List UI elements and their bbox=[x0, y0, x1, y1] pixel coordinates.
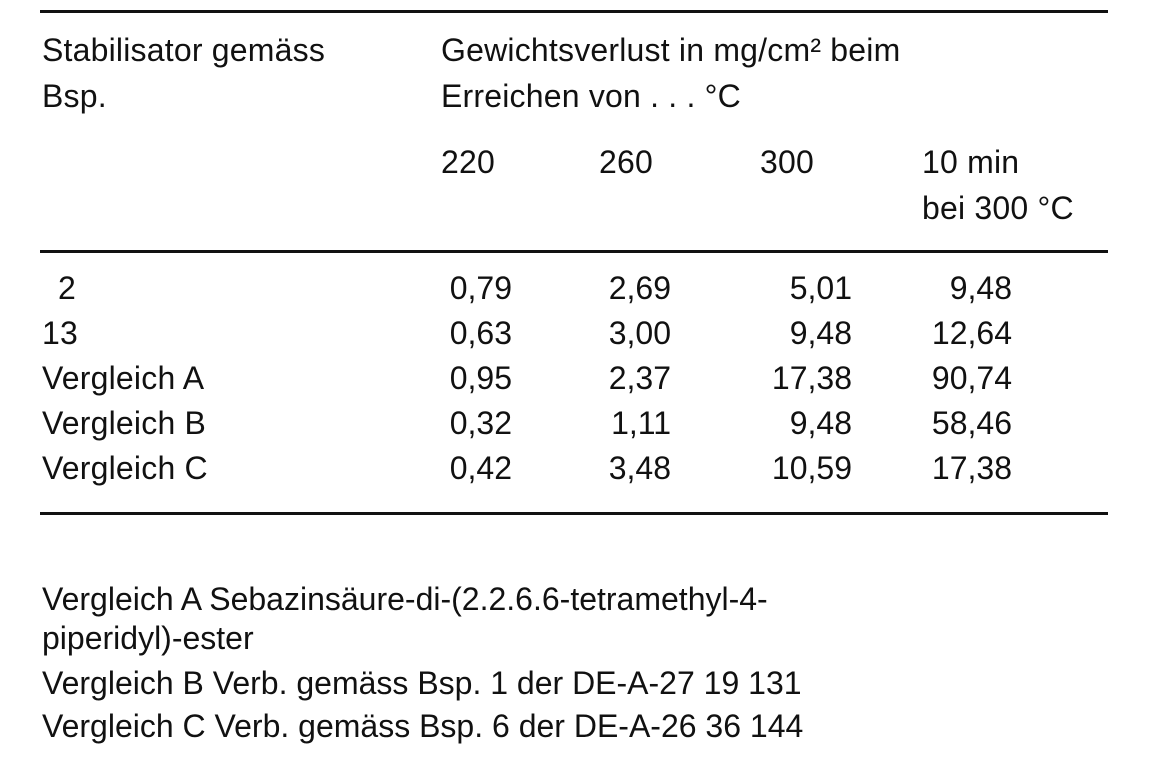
cell-10min: 90,74 bbox=[931, 360, 1012, 396]
row-label: 13 bbox=[42, 315, 78, 351]
row-label: Vergleich A bbox=[42, 360, 205, 396]
cell-260: 1,11 bbox=[611, 405, 671, 441]
row-label: Vergleich C bbox=[42, 450, 208, 486]
table-row bbox=[0, 401, 1157, 446]
header-bsp: Bsp. bbox=[42, 78, 107, 114]
header-10min: 10 min bbox=[922, 144, 1020, 180]
cell-260: 3,48 bbox=[608, 450, 671, 486]
cell-10min: 12,64 bbox=[931, 315, 1012, 351]
cell-10min: 17,38 bbox=[931, 450, 1012, 486]
cell-220: 0,95 bbox=[449, 360, 512, 396]
footnote-vergleich-b: Vergleich B Verb. gemäss Bsp. 1 der DE-A-27 19 131 bbox=[42, 665, 802, 701]
cell-300: 10,59 bbox=[771, 450, 852, 486]
cell-220: 0,32 bbox=[449, 405, 512, 441]
cell-220: 0,42 bbox=[449, 450, 512, 486]
cell-300: 17,38 bbox=[771, 360, 852, 396]
cell-260: 3,00 bbox=[608, 315, 671, 351]
header-stabilisator: Stabilisator gemäss bbox=[42, 32, 326, 68]
cell-300: 9,48 bbox=[789, 405, 852, 441]
footnote-vergleich-a-cont: piperidyl)-ester bbox=[42, 620, 254, 656]
table-row bbox=[0, 446, 1157, 491]
footnote-vergleich-a: Vergleich A Sebazinsäure-di-(2.2.6.6-tetramethyl-4- bbox=[42, 581, 768, 617]
cell-300: 9,48 bbox=[789, 315, 852, 351]
header-260: 260 bbox=[599, 144, 653, 180]
header-reaching: Erreichen von . . . °C bbox=[441, 78, 741, 114]
header-bei-300: bei 300 °C bbox=[922, 190, 1074, 226]
header-rule bbox=[40, 250, 1108, 253]
bottom-rule bbox=[40, 512, 1108, 515]
cell-220: 0,79 bbox=[449, 270, 512, 306]
top-rule bbox=[40, 10, 1108, 13]
cell-260: 2,37 bbox=[608, 360, 671, 396]
cell-300: 5,01 bbox=[789, 270, 852, 306]
table-row bbox=[0, 356, 1157, 401]
header-220: 220 bbox=[441, 144, 495, 180]
header-300: 300 bbox=[760, 144, 814, 180]
table-row bbox=[0, 311, 1157, 356]
row-label: Vergleich B bbox=[42, 405, 207, 441]
row-label: 2 bbox=[58, 270, 76, 306]
footnote-vergleich-c: Vergleich C Verb. gemäss Bsp. 6 der DE-A-26 36 144 bbox=[42, 708, 804, 744]
cell-260: 2,69 bbox=[608, 270, 671, 306]
header-weight-loss: Gewichtsverlust in mg/cm² beim bbox=[441, 32, 901, 68]
table-row bbox=[0, 266, 1157, 311]
cell-10min: 9,48 bbox=[949, 270, 1012, 306]
cell-220: 0,63 bbox=[449, 315, 512, 351]
cell-10min: 58,46 bbox=[931, 405, 1012, 441]
